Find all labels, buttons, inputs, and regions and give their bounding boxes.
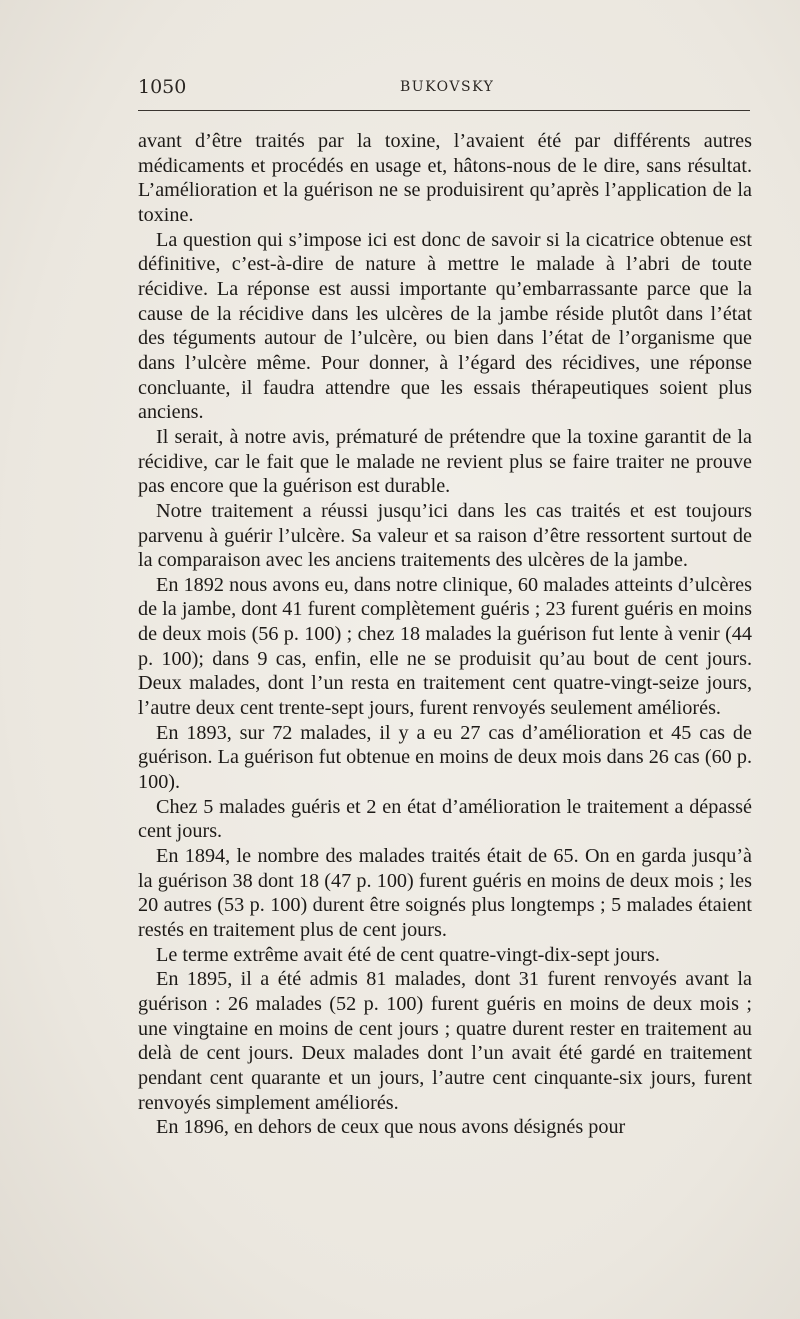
paragraph-10: En 1895, il a été admis 81 malades, dont 31 furent renvoyés avant la guérison : 26 malades (52 p. 100) furent guéris en moins de deux mois ; une vingtaine en moins de cent jours ; quatre durent rester en traitement au delà de cent jours. Deux malades dont l’un avait été gardé en traitement pendant cent quarante et un jours, l’autre cent cinquante-six jours, furent renvoyés simplement améliorés.: [138, 968, 752, 1114]
paragraph-9: Le terme extrême avait été de cent quatre-vingt-dix-sept jours.: [156, 943, 660, 966]
paragraph-7: Chez 5 malades guéris et 2 en état d’amélioration le traitement a dépassé cent jours.: [138, 795, 752, 843]
paragraph-1: avant d’être traités par la toxine, l’avaient été par différents autres médicaments et procédés en usage et, hâtons-nous de le dire, sans résultat. L’amélioration et la guérison ne se produisirent qu’après l’application de la toxine.: [138, 130, 752, 226]
body-text: [138, 129, 752, 1140]
paragraph-2: La question qui s’impose ici est donc de savoir si la cicatrice obtenue est définitive, c’est-à-dire de nature à mettre le malade à l’abri de toute récidive. La réponse est aussi importante qu’embarrassante parce que la cause de la récidive dans les ulcères de la jambe réside plutôt dans l’état des téguments autour de l’ulcère, ou bien dans l’état de l’organisme que dans l’ulcère même. Pour donner, à l’égard des récidives, une réponse concluante, il faudra attendre que les essais thérapeutiques soient plus anciens.: [138, 228, 752, 424]
page-header: [138, 76, 750, 100]
paragraph-4: Notre traitement a réussi jusqu’ici dans les cas traités et est toujours parvenu à guérir l’ulcère. Sa valeur et sa raison d’être ressortent surtout de la comparaison avec les anciens traitements des ulcères de la jambe.: [138, 499, 752, 572]
paragraph-5: En 1892 nous avons eu, dans notre clinique, 60 malades atteints d’ulcères de la jambe, dont 41 furent complètement guéris ; 23 furent guéris en moins de deux mois (56 p. 100) ; chez 18 malades la guérison fut lente à venir (44 p. 100); dans 9 cas, enfin, elle ne se produisit qu’au bout de cent jours. Deux malades, dont l’un resta en traitement cent quatre-vingt-seize jours, l’autre deux cent trente-sept jours, furent renvoyés seulement améliorés.: [138, 573, 752, 720]
paragraph-6: En 1893, sur 72 malades, il y a eu 27 cas d’amélioration et 45 cas de guérison. La guérison fut obtenue en moins de deux mois dans 26 cas (60 p. 100).: [138, 721, 752, 794]
paragraph-8: En 1894, le nombre des malades traités était de 65. On en garda jusqu’à la guérison 38 dont 18 (47 p. 100) furent guéris en moins de deux mois ; les 20 autres (53 p. 100) durent être soignés plus longtemps ; 5 malades étaient restés en traitement plus de cent jours.: [138, 845, 752, 941]
paragraph-11: En 1896, en dehors de ceux que nous avons désignés pour: [156, 1116, 626, 1139]
header-rule: [138, 110, 750, 111]
running-head: BUKOVSKY: [400, 79, 495, 95]
page-number: 1050: [138, 76, 187, 98]
paragraph-3: Il serait, à notre avis, prématuré de prétendre que la toxine garantit de la récidive, car le fait que le malade ne revient plus se faire traiter ne prouve pas encore que la guérison est durable.: [138, 425, 752, 498]
